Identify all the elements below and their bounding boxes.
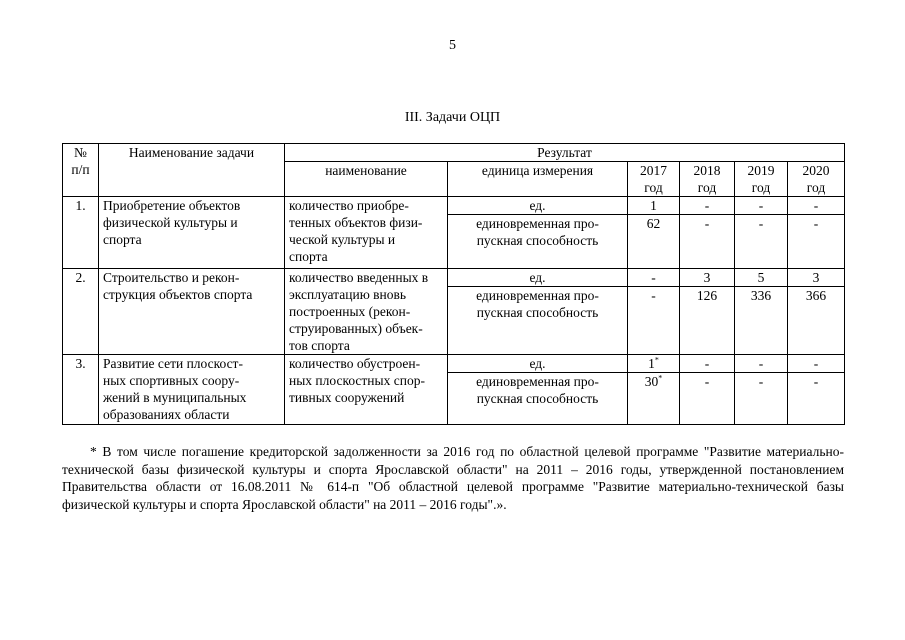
- value-2019: -: [735, 355, 788, 373]
- unit-cell: единовременная про- пускная способность: [448, 373, 628, 425]
- footnote: * В том числе погашение кредиторской задолженности за 2016 год по областной целевой программе "Развитие материально-технической базы физической культуры и спорта Ярославской области" на 2011 – 2016 годы, утвержденной постановлением Правительства области от 16.08.2011 № 614-п "Об областной целевой программе "Развитие материально-технической базы физической культуры и спорта Ярославской области" на 2011 – 2016 годы".».: [62, 444, 844, 512]
- footnote-marker: *: [654, 355, 659, 365]
- value-number: 1: [648, 356, 655, 371]
- page-number: 5: [449, 38, 456, 53]
- header-task: Наименование задачи: [99, 144, 285, 197]
- table-row: [63, 355, 845, 373]
- value-2019: -: [735, 373, 788, 425]
- table-row: [63, 197, 845, 215]
- footnote-marker: *: [658, 373, 663, 383]
- header-year-2017: 2017 год: [628, 162, 680, 197]
- value-2017: 62: [628, 215, 680, 269]
- header-year-2019: 2019 год: [735, 162, 788, 197]
- value-2017: 1: [628, 197, 680, 215]
- value-2017: [628, 355, 680, 373]
- header-num: № п/п: [63, 144, 99, 197]
- value-2017: [628, 373, 680, 425]
- value-2017: -: [628, 287, 680, 355]
- value-2020: 3: [788, 269, 845, 287]
- header-year-2018: 2018 год: [680, 162, 735, 197]
- value-2018: -: [680, 197, 735, 215]
- unit-cell: единовременная про- пускная способность: [448, 215, 628, 269]
- section-title: III. Задачи ОЦП: [404, 110, 501, 125]
- value-2020: 366: [788, 287, 845, 355]
- value-2019: 5: [735, 269, 788, 287]
- value-2018: 3: [680, 269, 735, 287]
- row-number: 2.: [63, 269, 99, 355]
- unit-cell: ед.: [448, 269, 628, 287]
- table-row: [63, 269, 845, 287]
- value-2019: -: [735, 197, 788, 215]
- unit-cell: единовременная про- пускная способность: [448, 287, 628, 355]
- header-result: Результат: [285, 144, 845, 162]
- value-2017: -: [628, 269, 680, 287]
- value-2019: -: [735, 215, 788, 269]
- value-2020: -: [788, 215, 845, 269]
- tasks-table: [62, 143, 845, 425]
- header-indicator-name: наименование: [285, 162, 448, 197]
- value-2020: -: [788, 373, 845, 425]
- header-row-1: [63, 144, 845, 162]
- value-2018: -: [680, 355, 735, 373]
- value-2019: 336: [735, 287, 788, 355]
- header-unit: единица измерения: [448, 162, 628, 197]
- indicator-name: количество введенных в эксплуатацию вновь построенных (рекон- струированных) объек- тов спорта: [285, 269, 448, 355]
- indicator-name: количество обустроен- ных плоскостных спор- тивных сооружений: [285, 355, 448, 425]
- value-2018: 126: [680, 287, 735, 355]
- value-2020: -: [788, 355, 845, 373]
- header-year-2020: 2020 год: [788, 162, 845, 197]
- row-number: 3.: [63, 355, 99, 425]
- task-name: Приобретение объектов физической культуры и спорта: [99, 197, 285, 269]
- indicator-name: количество приобре- тенных объектов физи- ческой культуры и спорта: [285, 197, 448, 269]
- value-number: 30: [644, 374, 659, 389]
- value-2018: -: [680, 215, 735, 269]
- value-2020: -: [788, 197, 845, 215]
- row-number: 1.: [63, 197, 99, 269]
- unit-cell: ед.: [448, 197, 628, 215]
- unit-cell: ед.: [448, 355, 628, 373]
- value-2018: -: [680, 373, 735, 425]
- task-name: Развитие сети плоскост- ных спортивных соору- жений в муниципальных образованиях области: [99, 355, 285, 425]
- task-name: Строительство и рекон- струкция объектов спорта: [99, 269, 285, 355]
